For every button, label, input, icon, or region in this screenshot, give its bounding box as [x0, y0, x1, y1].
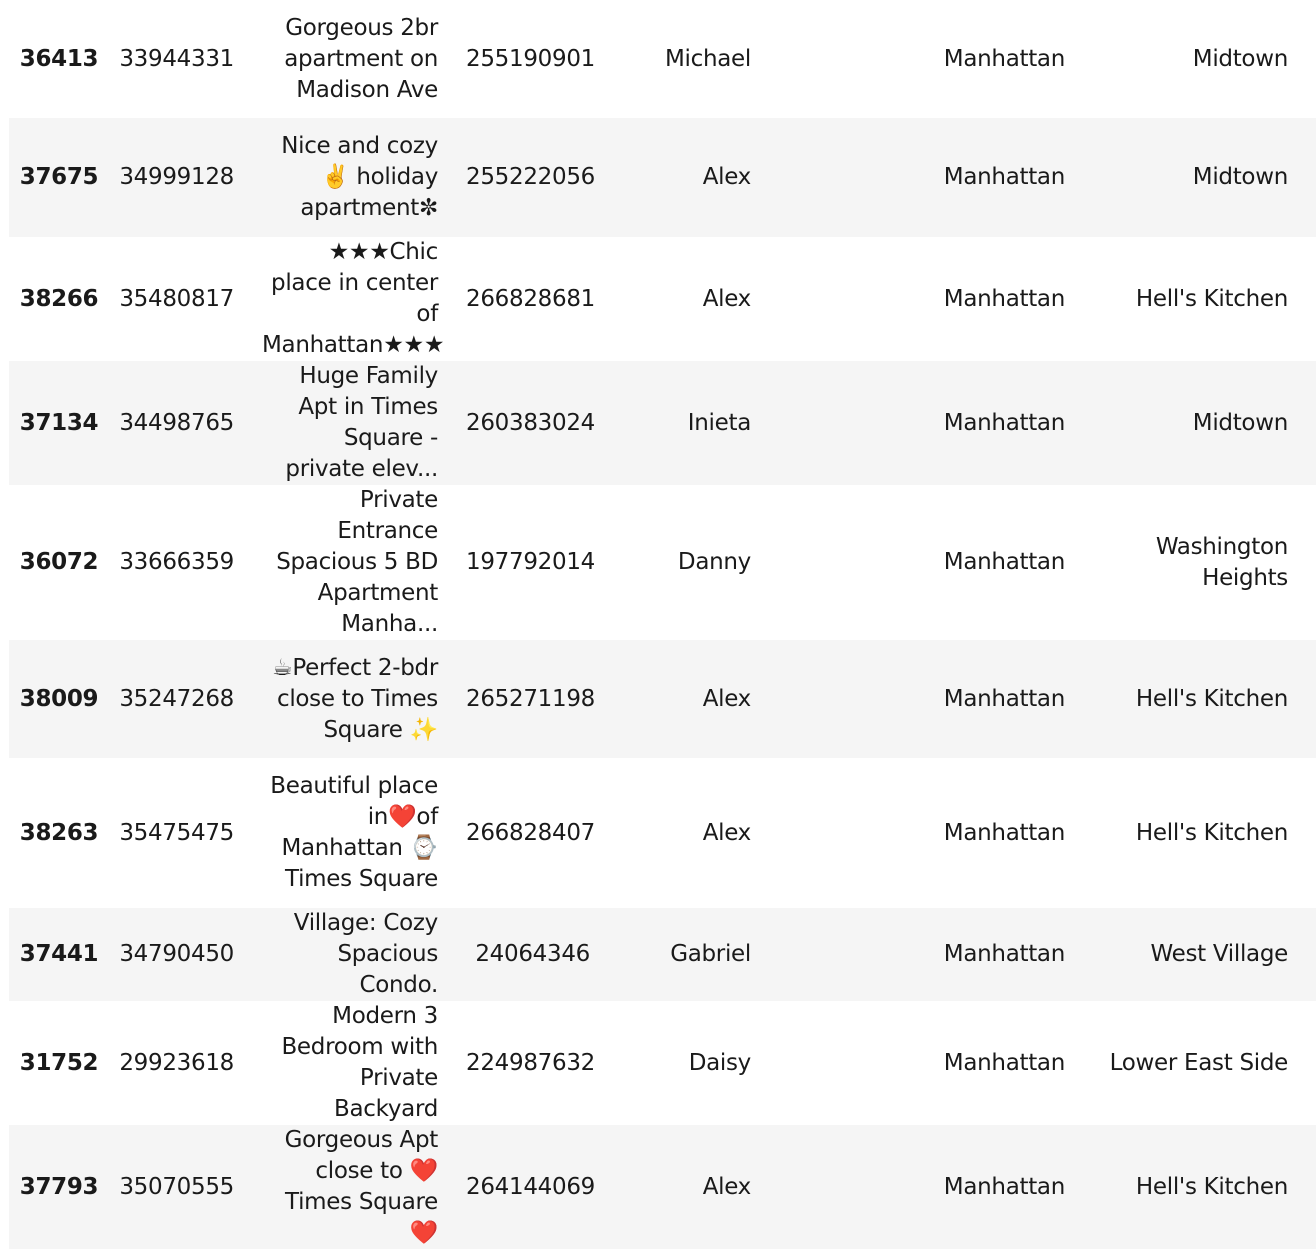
listing-name-cell: Private Entrance Spacious 5 BD Apartment Manha...: [276, 487, 438, 637]
listing-id-cell: 35070555: [119, 1173, 234, 1200]
host-name-cell: Alex: [702, 685, 751, 712]
borough-cell: Manhattan: [943, 409, 1065, 436]
borough-cell: Manhattan: [943, 164, 1065, 190]
listing-name-cell: Village: Cozy Spacious Condo.: [293, 910, 438, 998]
row-index: 38266: [19, 285, 99, 312]
listing-id-cell: 34999128: [119, 164, 234, 190]
neighbourhood-cell: Midtown: [1192, 164, 1288, 190]
listing-id-cell: 35247268: [119, 685, 234, 712]
listing-name-cell: Nice and cozy ✌️ holiday apartment✼: [281, 133, 438, 221]
borough-cell: Manhattan: [943, 1173, 1065, 1200]
neighbourhood-cell: Hell's Kitchen: [1135, 1173, 1288, 1200]
row-index: 36072: [19, 549, 99, 575]
borough-cell: Manhattan: [943, 549, 1065, 575]
neighbourhood-cell: Hell's Kitchen: [1135, 819, 1288, 846]
listing-id-cell: 33944331: [119, 45, 234, 72]
host-name-cell: Alex: [702, 1173, 751, 1200]
row-index: 36413: [19, 45, 99, 72]
host-id-cell: 265271198: [466, 685, 595, 712]
row-index: 37675: [19, 164, 99, 190]
borough-cell: Manhattan: [943, 941, 1065, 967]
host-id-cell: 255222056: [466, 164, 595, 190]
listing-id-cell: 33666359: [119, 549, 234, 575]
host-id-cell: 255190901: [466, 45, 595, 72]
host-name-cell: Inieta: [687, 409, 751, 436]
borough-cell: Manhattan: [943, 45, 1065, 72]
host-name-cell: Alex: [702, 164, 751, 190]
borough-cell: Manhattan: [943, 1049, 1065, 1076]
host-id-cell: 197792014: [466, 549, 595, 575]
listing-name-cell: Gorgeous Apt close to ❤️Times Square❤️: [284, 1127, 438, 1246]
neighbourhood-cell: West Village: [1150, 941, 1288, 967]
listing-id-cell: 35475475: [119, 819, 234, 846]
host-id-cell: 264144069: [466, 1173, 595, 1200]
host-id-cell: 260383024: [466, 409, 595, 436]
listing-id-cell: 35480817: [119, 285, 234, 312]
table-row: [9, 0, 1316, 118]
listing-name-cell: Modern 3 Bedroom with Private Backyard: [281, 1003, 438, 1122]
table-body: [9, 0, 1316, 1249]
table-row: [9, 640, 1316, 758]
neighbourhood-cell: Lower East Side: [1109, 1049, 1288, 1076]
listing-id-cell: 34498765: [119, 409, 234, 436]
host-name-cell: Gabriel: [670, 941, 751, 967]
host-name-cell: Alex: [702, 285, 751, 312]
row-index: 38263: [19, 819, 99, 846]
table-row: [9, 908, 1316, 1001]
listing-id-cell: 29923618: [119, 1049, 234, 1076]
host-id-cell: 24064346: [475, 941, 590, 967]
row-index: 38009: [19, 685, 99, 712]
neighbourhood-cell: Midtown: [1192, 409, 1288, 436]
listing-name-cell: Gorgeous 2br apartment on Madison Ave: [284, 14, 438, 103]
neighbourhood-cell: Washington Heights: [1155, 533, 1288, 591]
host-name-cell: Michael: [665, 45, 751, 72]
borough-cell: Manhattan: [943, 685, 1065, 712]
borough-cell: Manhattan: [943, 285, 1065, 312]
neighbourhood-cell: Hell's Kitchen: [1135, 285, 1288, 312]
dataframe-table: [9, 0, 1316, 1249]
listing-name-cell: ★★★Chic place in center of Manhattan★★★: [262, 239, 445, 358]
table-row: [9, 1125, 1316, 1249]
table-row: [9, 758, 1316, 908]
host-id-cell: 224987632: [466, 1049, 595, 1076]
listing-name-cell: Huge Family Apt in Times Square - private elev...: [285, 363, 438, 482]
host-name-cell: Alex: [702, 819, 751, 846]
row-index: 37134: [19, 409, 99, 436]
table-row: [9, 1001, 1316, 1125]
host-id-cell: 266828681: [466, 285, 595, 312]
neighbourhood-cell: Midtown: [1192, 45, 1288, 72]
row-index: 37441: [19, 941, 99, 967]
table-row: [9, 237, 1316, 361]
borough-cell: Manhattan: [943, 819, 1065, 846]
host-name-cell: Daisy: [688, 1049, 751, 1076]
neighbourhood-cell: Hell's Kitchen: [1135, 685, 1288, 712]
listing-name-cell: ☕Perfect 2-bdr close to Times Square ✨: [272, 654, 438, 743]
table-row: [9, 118, 1316, 237]
table-row: [9, 485, 1316, 640]
row-index: 37793: [19, 1173, 99, 1200]
listing-id-cell: 34790450: [119, 941, 234, 967]
row-index: 31752: [19, 1049, 99, 1076]
host-id-cell: 266828407: [466, 819, 595, 846]
host-name-cell: Danny: [677, 549, 751, 575]
table-row: [9, 361, 1316, 485]
listing-name-cell: Beautiful place in❤️of Manhattan ⌚ Times Square: [270, 773, 438, 892]
